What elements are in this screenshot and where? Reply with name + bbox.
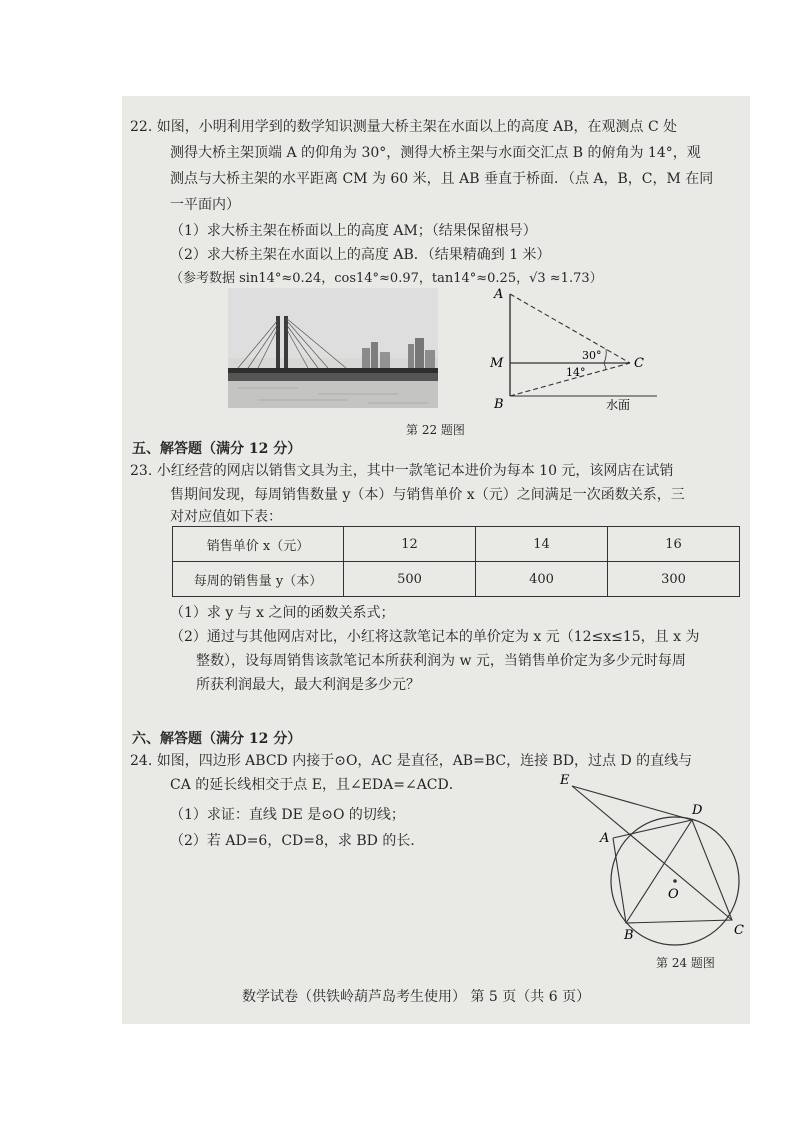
q22-caption: 第 22 题图 (406, 423, 465, 437)
angle-arc-30 (604, 349, 606, 363)
q23-part-1: （1）求 y 与 x 之间的函数关系式； (170, 605, 395, 621)
q23-line-3: 对对应值如下表： (170, 509, 282, 525)
angle-14-label: 14° (566, 366, 586, 379)
q23-line-1: 23. 小红经营的网店以销售文具为主，其中一款笔记本进价为每本 10 元，该网店在试销 (130, 463, 674, 479)
q22-line-1: 22. 如图，小明利用学到的数学知识测量大桥主架在水面以上的高度 AB，在观测点 C 处 (130, 119, 678, 135)
line-EC (572, 786, 732, 920)
label-A: A (600, 831, 610, 846)
line-AC (510, 294, 630, 363)
label-C: C (634, 356, 644, 371)
q23-line-2: 售期间发现，每周销售数量 y（本）与销售单价 x（元）之间满足一次函数关系，三 (170, 487, 685, 503)
table-header-sales: 每周的销售量 y（本） (173, 562, 344, 597)
q23-part-2-line-1: （2）通过与其他网店对比，小红将这款笔记本的单价定为 x 元（12≤x≤15，且 x 为 (170, 629, 700, 645)
exam-page (122, 96, 750, 1024)
label-M: M (490, 356, 504, 371)
q24-line-1: 24. 如图，四边形 ABCD 内接于⊙O，AC 是直径，AB=BC，连接 BD，过点 D 的直线与 (130, 753, 693, 769)
label-A: A (494, 287, 504, 302)
line-BD (626, 820, 692, 923)
label-O: O (668, 887, 679, 902)
table-row (173, 562, 740, 597)
label-B: B (494, 397, 504, 412)
angle-30-label: 30° (582, 349, 602, 362)
q23-table (172, 526, 740, 597)
q24-line-2: CA 的延长线相交于点 E，且∠EDA=∠ACD． (170, 777, 463, 793)
table-cell: 300 (608, 562, 740, 597)
q24-part-1: （1）求证：直线 DE 是⊙O 的切线； (170, 807, 405, 823)
q22-part-2: （2）求大桥主架在水面以上的高度 AB．（结果精确到 1 米） (170, 247, 551, 263)
table-cell: 14 (476, 527, 608, 562)
q24-caption: 第 24 题图 (656, 956, 715, 970)
label-D: D (692, 803, 703, 818)
q22-line-3: 测点与大桥主架的水平距离 CM 为 60 米，且 AB 垂直于桥面．（点 A，B，C，M 在同 (170, 171, 714, 187)
q22-part-1: （1）求大桥主架在桥面以上的高度 AM；（结果保留根号） (170, 223, 537, 239)
label-E: E (560, 773, 570, 788)
q24-figure (552, 772, 742, 942)
q22-line-4: 一平面内） (170, 197, 240, 213)
table-cell: 500 (344, 562, 476, 597)
q23-part-2-line-2: 整数），设每周销售该款笔记本所获利润为 w 元，当销售单价定为多少元时每周 (196, 653, 686, 669)
section-6-title: 六、解答题（满分 12 分） (132, 731, 302, 747)
q22-reference-data: （参考数据 sin14°≈0.24，cos14°≈0.97，tan14°≈0.25，√3 ≈1.73） (170, 271, 603, 286)
table-cell: 12 (344, 527, 476, 562)
table-cell: 400 (476, 562, 608, 597)
bridge-photo (228, 288, 438, 408)
section-5-title: 五、解答题（满分 12 分） (132, 441, 302, 457)
page-footer: 数学试卷（供铁岭葫芦岛考生使用） 第 5 页（共 6 页） (242, 989, 591, 1005)
center-point (673, 879, 677, 883)
label-B: B (624, 928, 634, 943)
line-ED (572, 786, 692, 820)
table-header-price: 销售单价 x（元） (173, 527, 344, 562)
table-row (173, 527, 740, 562)
q22-line-2: 测得大桥主架顶端 A 的仰角为 30°，测得大桥主架与水面交汇点 B 的俯角为 14°，观 (170, 145, 701, 161)
label-C: C (734, 923, 744, 938)
table-cell: 16 (608, 527, 740, 562)
angle-arc-14 (604, 363, 606, 370)
water-label: 水面 (606, 398, 631, 412)
q22-figure (482, 284, 682, 414)
q24-part-2: （2）若 AD=6，CD=8，求 BD 的长． (170, 833, 425, 849)
q23-part-2-line-3: 所获利润最大，最大利润是多少元？ (196, 677, 420, 693)
